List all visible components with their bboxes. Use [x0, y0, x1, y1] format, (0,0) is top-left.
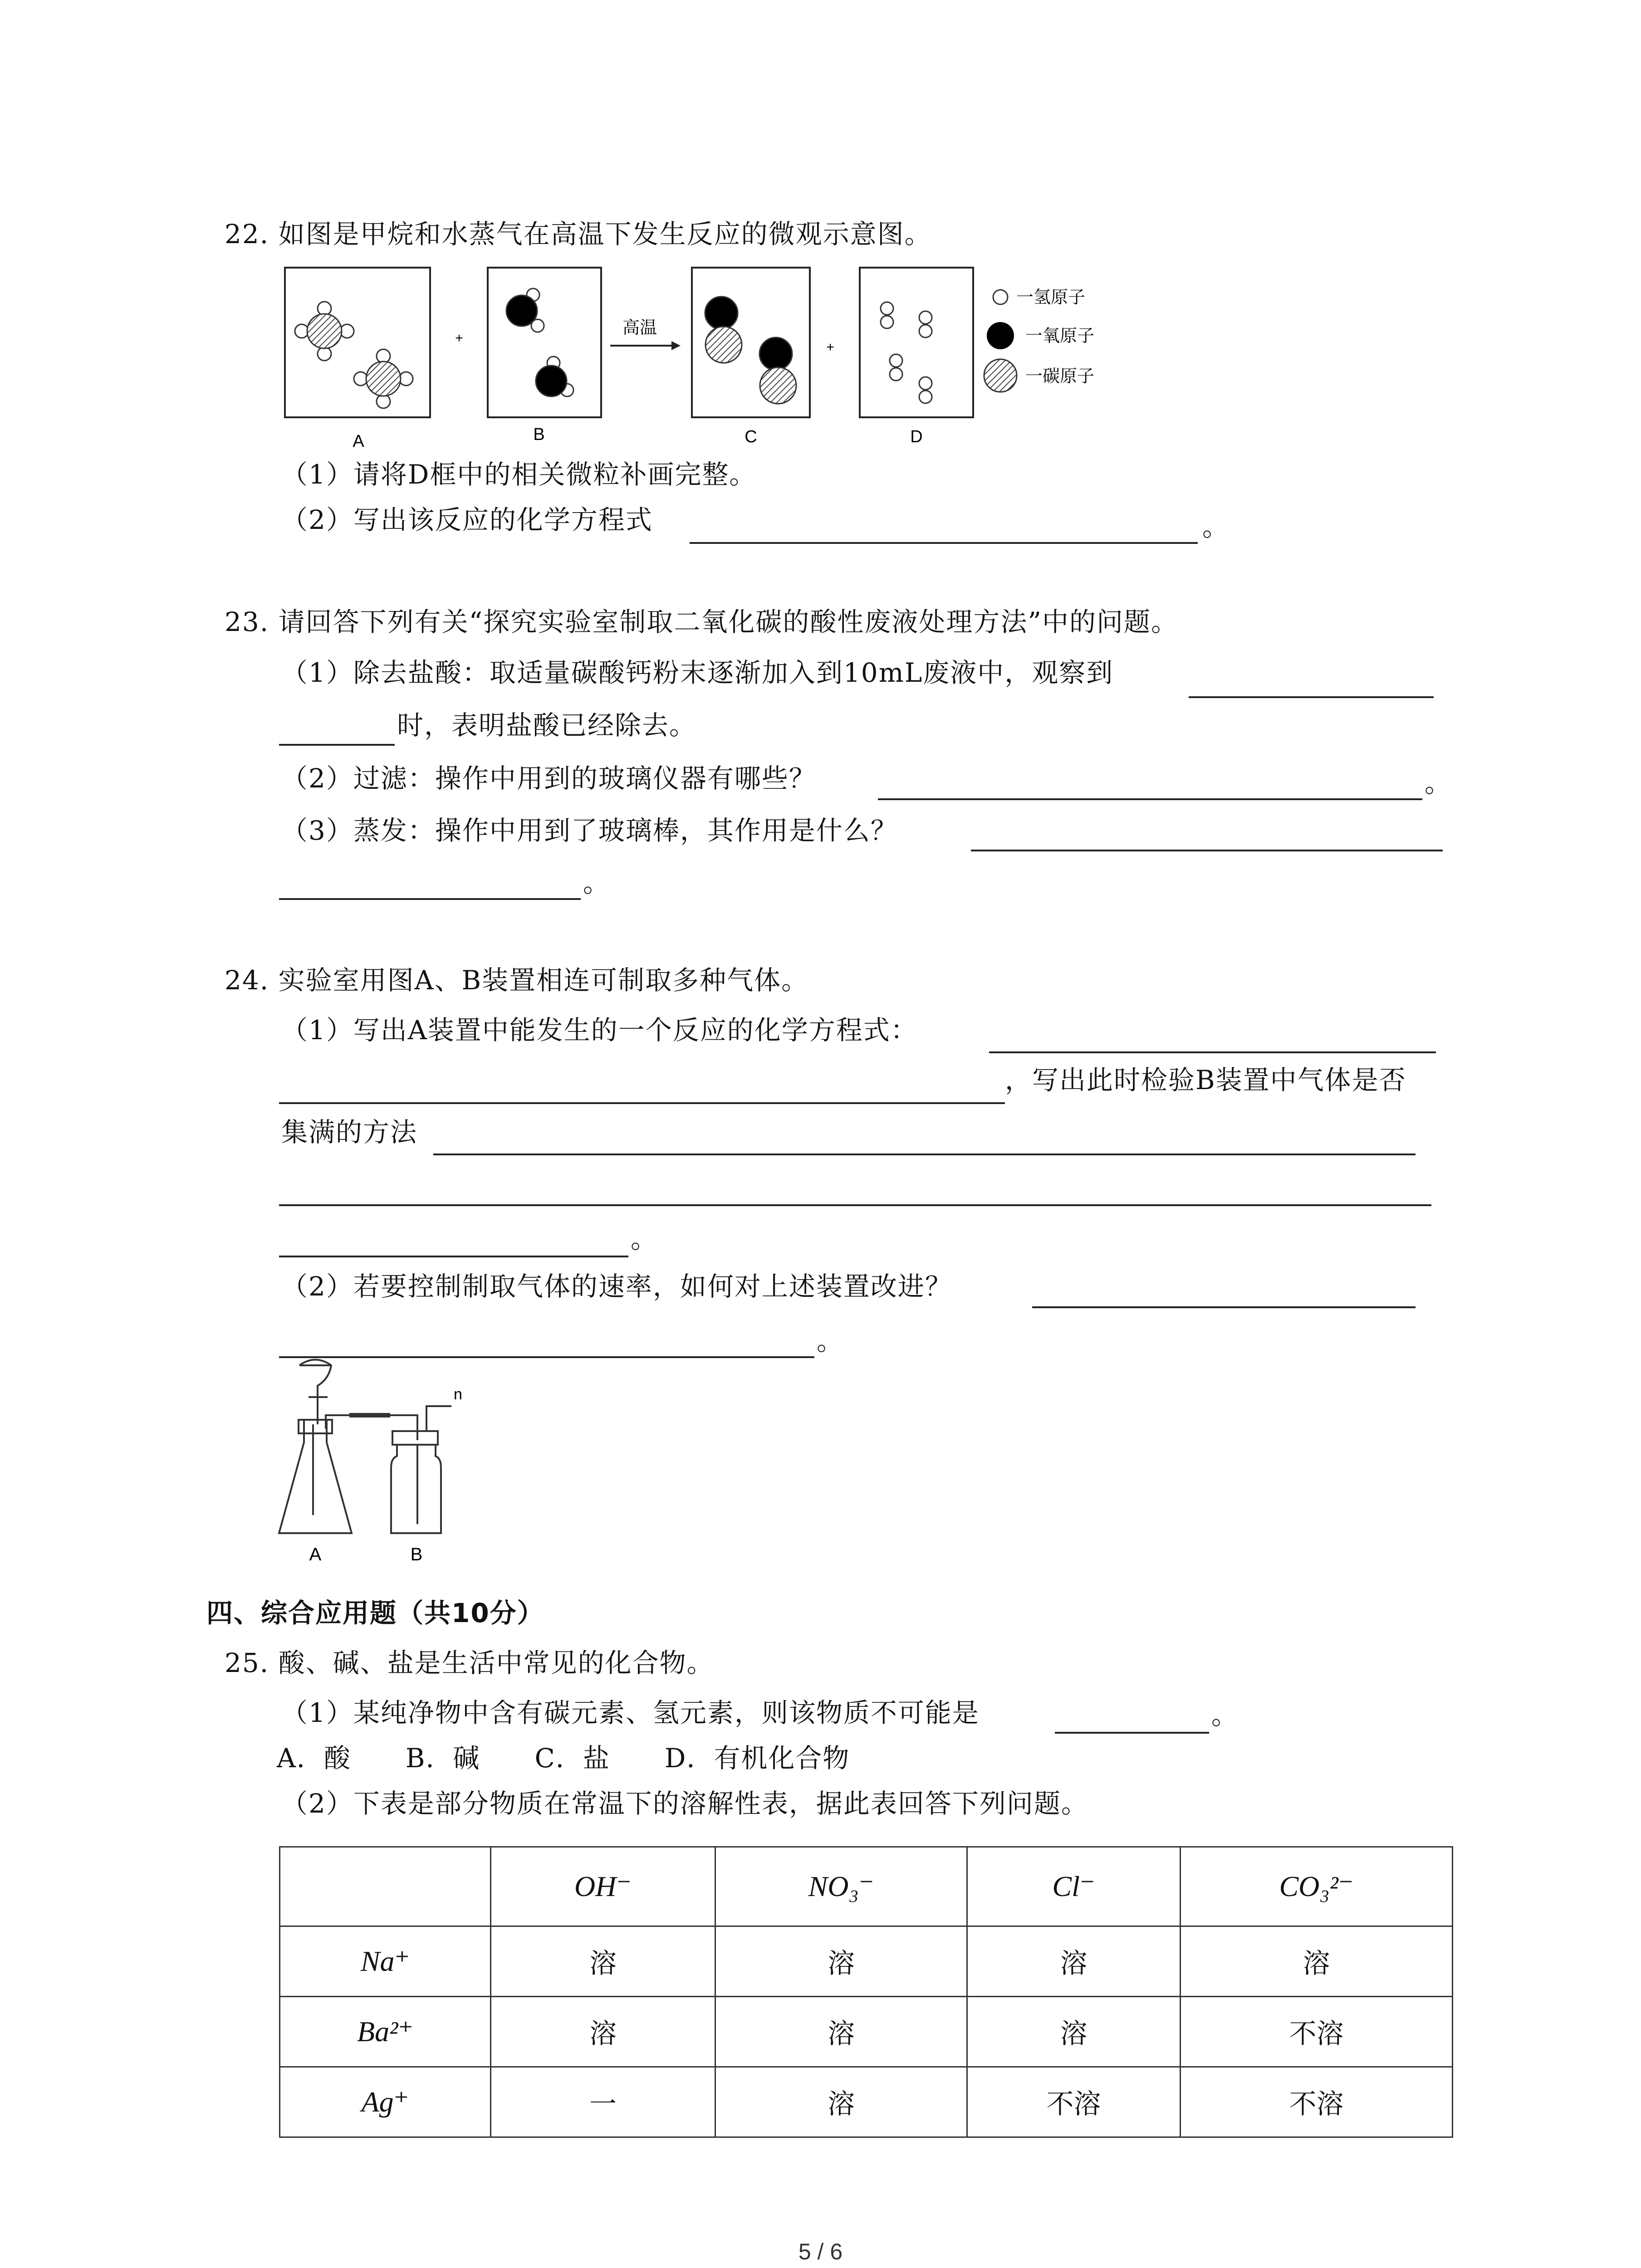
fig-label-b: B [410, 1545, 423, 1564]
fig-label-a: A [309, 1545, 322, 1564]
q23-sub2: （2）过滤：操作中用到的玻璃仪器有哪些？ [281, 763, 816, 794]
svg-text:一氧原子: 一氧原子 [1025, 326, 1095, 346]
box-d [860, 268, 973, 417]
q23-answer3-blank[interactable] [971, 850, 1443, 851]
q23-answer1-blank-cont[interactable] [279, 744, 395, 746]
q25-answer1-blank[interactable] [1055, 1732, 1209, 1734]
q24-apparatus-figure [272, 1352, 481, 1569]
condition-text: 高温 [622, 318, 657, 337]
table-row: Na⁺ 溶 溶 溶 溶 [280, 1926, 1453, 1997]
box-a [285, 268, 430, 417]
q22-sub2: （2）写出该反应的化学方程式 [281, 504, 653, 535]
q23-answer1-blank[interactable] [1189, 696, 1434, 698]
q23-answer3-blank-cont[interactable] [279, 898, 581, 900]
svg-text:一碳原子: 一碳原子 [1025, 366, 1095, 386]
solubility-table [279, 1846, 1453, 2138]
oxygen-atom [536, 366, 567, 396]
label-c: C [745, 427, 757, 446]
svg-text:+: + [455, 331, 463, 346]
q22-sub1: （1）请将D框中的相关微粒补画完整。 [281, 459, 757, 490]
q25-sub2: （2）下表是部分物质在常温下的溶解性表，据此表回答下列问题。 [281, 1788, 1088, 1819]
oxygen-atom [506, 295, 537, 326]
q23-sub3: （3）蒸发：操作中用到了玻璃棒，其作用是什么？ [281, 815, 898, 846]
q24-sub2: （2）若要控制制取气体的速率，如何对上述装置改进？ [281, 1271, 952, 1302]
section-4-title: 四、综合应用题（共10分） [206, 1598, 544, 1628]
q24-method-blank-2[interactable] [279, 1204, 1431, 1206]
carbon-atom [307, 314, 342, 348]
label-d: D [910, 427, 923, 446]
q25-stem: 25. 酸、碱、盐是生活中常见的化合物。 [225, 1647, 714, 1678]
q24-method-blank[interactable] [433, 1154, 1416, 1155]
q22-molecule-diagram [272, 259, 1180, 454]
q24-answer1-blank-cont[interactable] [279, 1102, 1005, 1104]
table-header-row: OH⁻ NO₃⁻ Cl⁻ CO₃²⁻ [280, 1847, 1453, 1926]
table-row: Ba²⁺ 溶 溶 溶 不溶 [280, 1997, 1453, 2067]
label-b: B [533, 425, 545, 444]
q24-sub1: （1）写出A装置中能发生的一个反应的化学方程式： [281, 1015, 918, 1046]
q24-answer2-blank[interactable] [1032, 1306, 1416, 1308]
q23-answer2-blank[interactable] [878, 798, 1422, 800]
page-number: 5 / 6 [798, 2239, 843, 2264]
q22-answer-blank[interactable] [690, 542, 1198, 544]
svg-text:+: + [826, 340, 834, 355]
q24-method-blank-3[interactable] [279, 1256, 628, 1257]
legend [984, 287, 1094, 392]
label-a: A [353, 432, 364, 451]
svg-text:一氢原子: 一氢原子 [1016, 287, 1086, 307]
q24-stem: 24. 实验室用图A、B装置相连可制取多种气体。 [225, 965, 809, 996]
q25-sub1: （1）某纯净物中含有碳元素、氢元素，则该物质不可能是 [281, 1697, 980, 1728]
carbon-atom [366, 362, 401, 396]
q24-answer1-blank[interactable] [989, 1051, 1436, 1053]
q22-stem: 22. 如图是甲烷和水蒸气在高温下发生反应的微观示意图。 [225, 219, 932, 249]
table-row: Ag⁺ 一 溶 不溶 不溶 [280, 2067, 1453, 2137]
svg-text:n: n [454, 1386, 462, 1403]
q25-options: A．酸 B．碱 C．盐 D．有机化合物 [277, 1743, 850, 1774]
q23-stem: 23. 请回答下列有关“探究实验室制取二氧化碳的酸性废液处理方法”中的问题。 [225, 606, 1178, 637]
q23-sub1: （1）除去盐酸：取适量碳酸钙粉末逐渐加入到10mL废液中，观察到 [281, 657, 1114, 688]
